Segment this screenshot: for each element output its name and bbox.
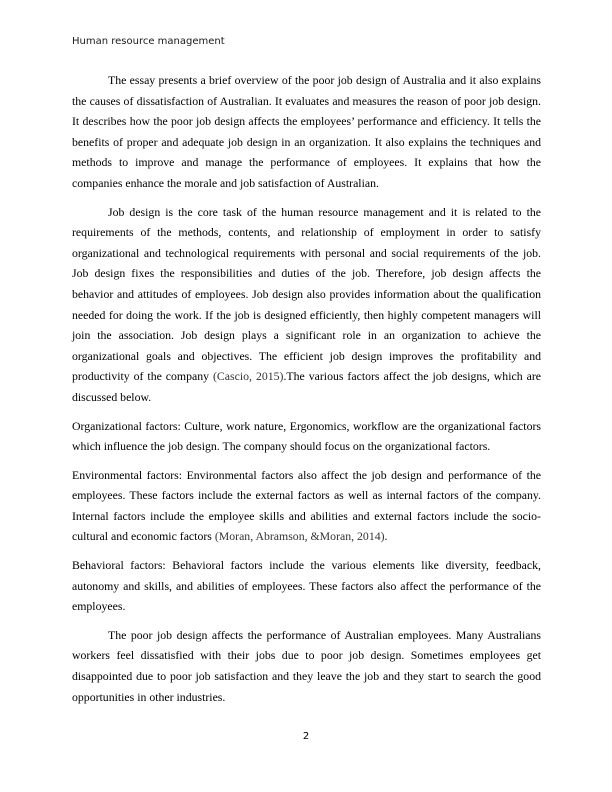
paragraph-organizational-factors: Organizational factors: Culture, work nature, Ergonomics, workflow are the organizational factors which influence the job design. The company should focus on the organizational factors. [72, 418, 541, 454]
paragraph-job-design [72, 202, 541, 408]
page-header: Human resource management [72, 36, 225, 47]
paragraph-poor-job-design: The poor job design affects the performance of Australian employees. Many Australians workers feel dissatisfied with their jobs due to poor job design. Sometimes employees get disappointed due to poor job satisfaction and they leave the job and they start to search the good opportunities in other industries. [72, 627, 541, 704]
paragraph-text: Environmental factors: Environmental factors also affect the job design and performance of the employees. These factors include the external factors as well as internal factors of the company. Internal factors include the employee skills and abilities and external factors include the socio-cultural and economic factors [72, 467, 541, 544]
document-body [72, 70, 541, 715]
paragraph-text: Job design is the core task of the human resource management and it is related to the requirements of the methods, contents, and relationship of employment in order to satisfy organizational and technological requirements with personal and social requirements of the job. Job design fixes the responsibilities and duties of the job. Therefore, job design affects the behavior and attitudes of employees. Job design also provides information about the qualification needed for doing the work. If the job is designed efficiently, then highly competent managers will join the association. Job design plays a significant role in an organization to achieve the organizational goals and objectives. The efficient job design improves the profitability and productivity of the company [72, 204, 541, 384]
citation: (Cascio, 2015) [213, 369, 284, 384]
paragraph-behavioral-factors: Behavioral factors: Behavioral factors include the various elements like diversity, feedback, autonomy and skills, and abilities of employees. These factors also affect the performance of the employees. [72, 558, 541, 614]
paragraph-intro: The essay presents a brief overview of the poor job design of Australia and it also explains the causes of dissatisfaction of Australian. It evaluates and measures the reason of poor job design. It describes how the poor job design affects the employees’ performance and efficiency. It tells the benefits of proper and adequate job design in an organization. It also explains the techniques and methods to improve and manage the performance of employees. It explains that how the companies enhance the morale and job satisfaction of Australian. [72, 73, 541, 190]
paragraph-text: .The various factors affect the job designs, which are discussed below. [72, 369, 541, 404]
paragraph-text: . [384, 529, 388, 544]
page-number: 2 [302, 731, 310, 742]
paragraph-environmental-factors [72, 465, 541, 547]
citation: (Moran, Abramson, &Moran, 2014) [214, 529, 385, 544]
